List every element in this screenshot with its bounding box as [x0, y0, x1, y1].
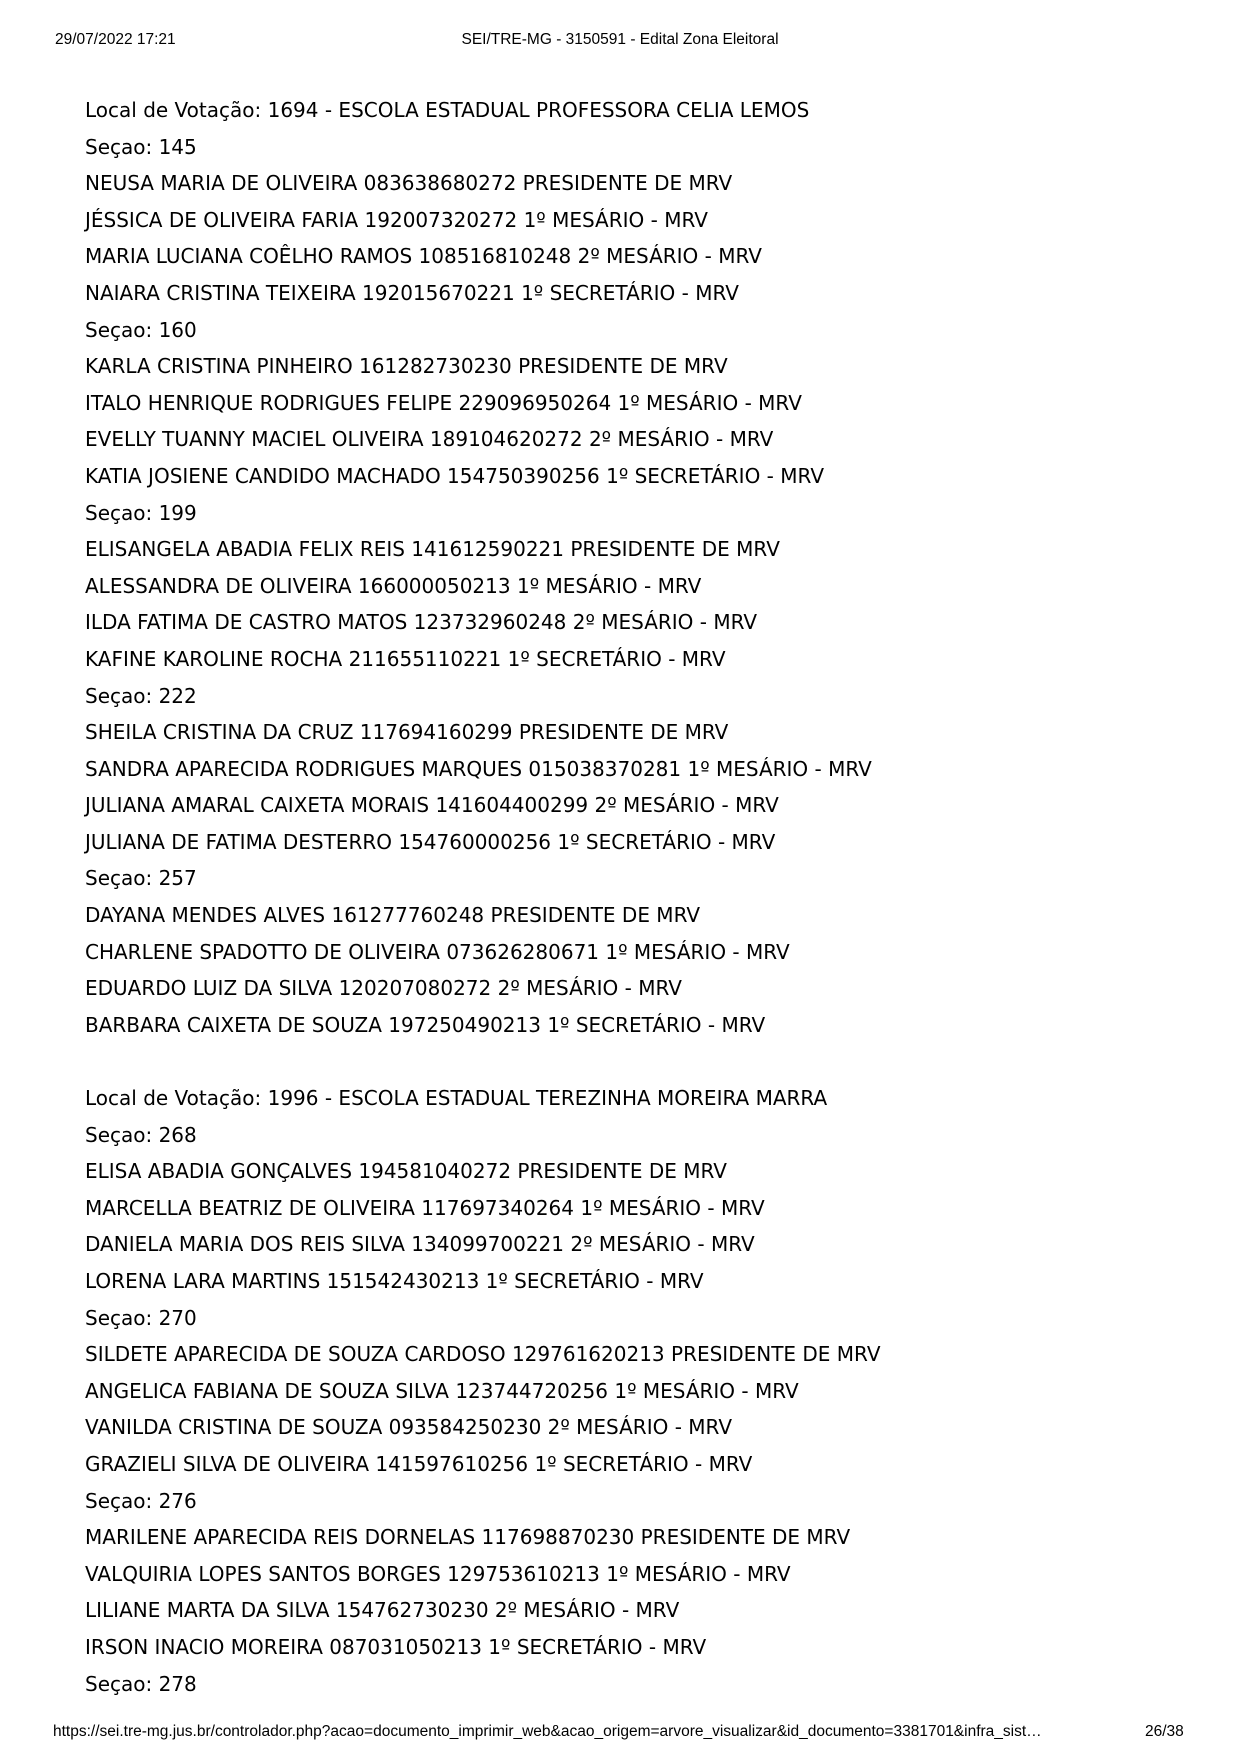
- poll-worker-entry: NAIARA CRISTINA TEIXEIRA 192015670221 1º SECRETÁRIO - MRV: [85, 280, 739, 305]
- poll-worker-entry: GRAZIELI SILVA DE OLIVEIRA 141597610256 1º SECRETÁRIO - MRV: [85, 1451, 753, 1476]
- poll-worker-entry: BARBARA CAIXETA DE SOUZA 197250490213 1º SECRETÁRIO - MRV: [85, 1012, 766, 1037]
- poll-worker-entry: NEUSA MARIA DE OLIVEIRA 083638680272 PRESIDENTE DE MRV: [85, 171, 733, 196]
- poll-worker-entry: SHEILA CRISTINA DA CRUZ 117694160299 PRESIDENTE DE MRV: [85, 720, 729, 745]
- section-gap: [85, 1043, 1185, 1080]
- poll-worker-entry: ELISANGELA ABADIA FELIX REIS 141612590221 PRESIDENTE DE MRV: [85, 537, 780, 562]
- poll-worker-entry: JULIANA AMARAL CAIXETA MORAIS 141604400299 2º MESÁRIO - MRV: [85, 793, 779, 818]
- page-number: 26/38: [1145, 1723, 1184, 1740]
- poll-worker-entry: ILDA FATIMA DE CASTRO MATOS 123732960248 2º MESÁRIO - MRV: [85, 610, 758, 635]
- poll-worker-entry: VANILDA CRISTINA DE SOUZA 093584250230 2º MESÁRIO - MRV: [85, 1415, 733, 1440]
- document-title: SEI/TRE-MG - 3150591 - Edital Zona Eleitoral: [461, 31, 779, 48]
- poll-worker-entry: EDUARDO LUIZ DA SILVA 120207080272 2º MESÁRIO - MRV: [85, 976, 682, 1001]
- document-body: [85, 92, 1185, 1702]
- poll-worker-entry: LORENA LARA MARTINS 151542430213 1º SECRETÁRIO - MRV: [85, 1269, 704, 1293]
- poll-worker-entry: DAYANA MENDES ALVES 161277760248 PRESIDENTE DE MRV: [85, 903, 701, 928]
- section-label: Seçao: 270: [85, 1305, 197, 1330]
- section-label: Seçao: 160: [85, 317, 197, 342]
- poll-worker-entry: ANGELICA FABIANA DE SOUZA SILVA 123744720256 1º MESÁRIO - MRV: [85, 1378, 799, 1403]
- poll-worker-entry: DANIELA MARIA DOS REIS SILVA 134099700221 2º MESÁRIO - MRV: [85, 1232, 755, 1257]
- section-label: Seçao: 199: [85, 500, 197, 525]
- section-label: Seçao: 268: [85, 1122, 197, 1147]
- print-datetime: 29/07/2022 17:21: [55, 31, 176, 48]
- poll-worker-entry: MARIA LUCIANA COÊLHO RAMOS 108516810248 2º MESÁRIO - MRV: [85, 244, 762, 269]
- section-label: Seçao: 222: [85, 683, 197, 708]
- voting-location-title: Local de Votação: 1694 - ESCOLA ESTADUAL PROFESSORA CELIA LEMOS: [85, 98, 810, 122]
- poll-worker-entry: MARCELLA BEATRIZ DE OLIVEIRA 117697340264 1º MESÁRIO - MRV: [85, 1195, 765, 1220]
- poll-worker-entry: KARLA CRISTINA PINHEIRO 161282730230 PRESIDENTE DE MRV: [85, 354, 728, 379]
- poll-worker-entry: ALESSANDRA DE OLIVEIRA 166000050213 1º MESÁRIO - MRV: [85, 573, 702, 598]
- poll-worker-entry: ITALO HENRIQUE RODRIGUES FELIPE 229096950264 1º MESÁRIO - MRV: [85, 390, 802, 415]
- poll-worker-entry: MARILENE APARECIDA REIS DORNELAS 117698870230 PRESIDENTE DE MRV: [85, 1525, 851, 1550]
- poll-worker-entry: SANDRA APARECIDA RODRIGUES MARQUES 015038370281 1º MESÁRIO - MRV: [85, 756, 872, 781]
- section-label: Seçao: 278: [85, 1671, 197, 1696]
- poll-worker-entry: ELISA ABADIA GONÇALVES 194581040272 PRESIDENTE DE MRV: [85, 1159, 727, 1184]
- poll-worker-entry: JÉSSICA DE OLIVEIRA FARIA 192007320272 1º MESÁRIO - MRV: [85, 207, 708, 232]
- poll-worker-entry: JULIANA DE FATIMA DESTERRO 154760000256 1º SECRETÁRIO - MRV: [85, 829, 776, 854]
- poll-worker-entry: IRSON INACIO MOREIRA 087031050213 1º SECRETÁRIO - MRV: [85, 1634, 707, 1659]
- poll-worker-entry: KAFINE KAROLINE ROCHA 211655110221 1º SECRETÁRIO - MRV: [85, 646, 726, 671]
- poll-worker-entry: CHARLENE SPADOTTO DE OLIVEIRA 073626280671 1º MESÁRIO - MRV: [85, 939, 790, 964]
- voting-location-title: Local de Votação: 1996 - ESCOLA ESTADUAL TEREZINHA MOREIRA MARRA: [85, 1086, 828, 1111]
- page-url: https://sei.tre-mg.jus.br/controlador.php?acao=documento_imprimir_web&acao_origem=arvore_visualizar&id_documento=3381701&infra_sist…: [53, 1723, 1042, 1740]
- section-label: Seçao: 257: [85, 866, 197, 891]
- poll-worker-entry: EVELLY TUANNY MACIEL OLIVEIRA 189104620272 2º MESÁRIO - MRV: [85, 427, 774, 452]
- section-label: Seçao: 276: [85, 1488, 197, 1513]
- poll-worker-entry: SILDETE APARECIDA DE SOUZA CARDOSO 129761620213 PRESIDENTE DE MRV: [85, 1342, 881, 1367]
- section-label: Seçao: 145: [85, 134, 197, 159]
- poll-worker-entry: KATIA JOSIENE CANDIDO MACHADO 154750390256 1º SECRETÁRIO - MRV: [85, 463, 824, 488]
- poll-worker-entry: LILIANE MARTA DA SILVA 154762730230 2º MESÁRIO - MRV: [85, 1598, 680, 1623]
- poll-worker-entry: VALQUIRIA LOPES SANTOS BORGES 129753610213 1º MESÁRIO - MRV: [85, 1561, 791, 1586]
